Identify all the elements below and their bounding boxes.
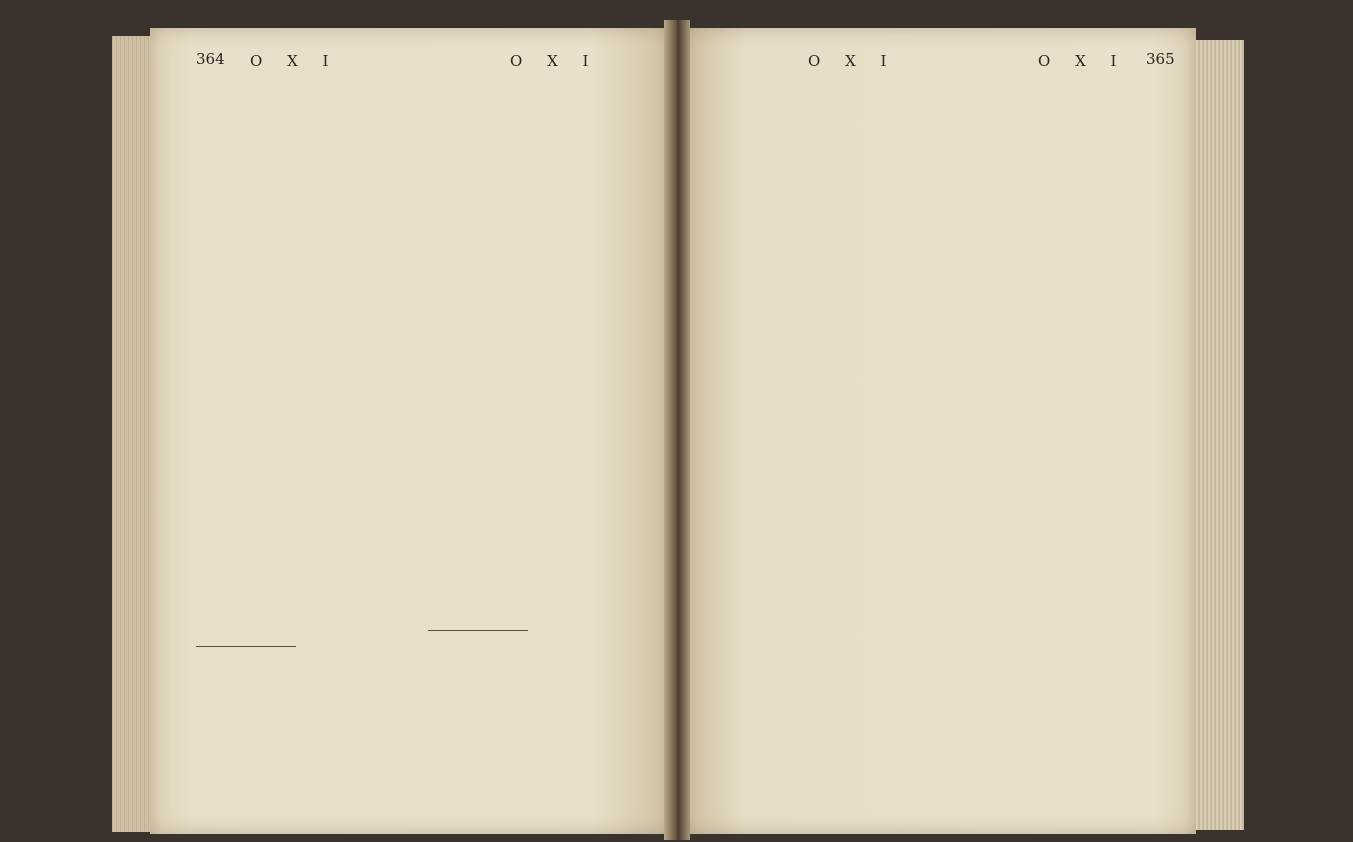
footnote-rule-1 — [196, 646, 296, 647]
right-column-1 — [700, 84, 940, 804]
book-edge-left — [112, 36, 152, 832]
footnote-1 — [196, 656, 418, 726]
left-page-number: 364 — [196, 50, 225, 68]
right-running-head-1: O X I — [808, 52, 897, 70]
left-column-1 — [196, 84, 418, 636]
footnote-rule-2 — [428, 630, 528, 631]
left-column-2 — [428, 84, 654, 636]
right-running-head-2: O X I — [1038, 52, 1127, 70]
right-column-2 — [958, 84, 1186, 804]
left-running-head-2: O X I — [510, 52, 599, 70]
right-page-number: 365 — [1146, 50, 1175, 68]
book-gutter — [664, 20, 690, 840]
left-running-head-1: O X I — [250, 52, 339, 70]
footnote-2 — [428, 636, 654, 716]
book-edge-right — [1196, 40, 1244, 830]
